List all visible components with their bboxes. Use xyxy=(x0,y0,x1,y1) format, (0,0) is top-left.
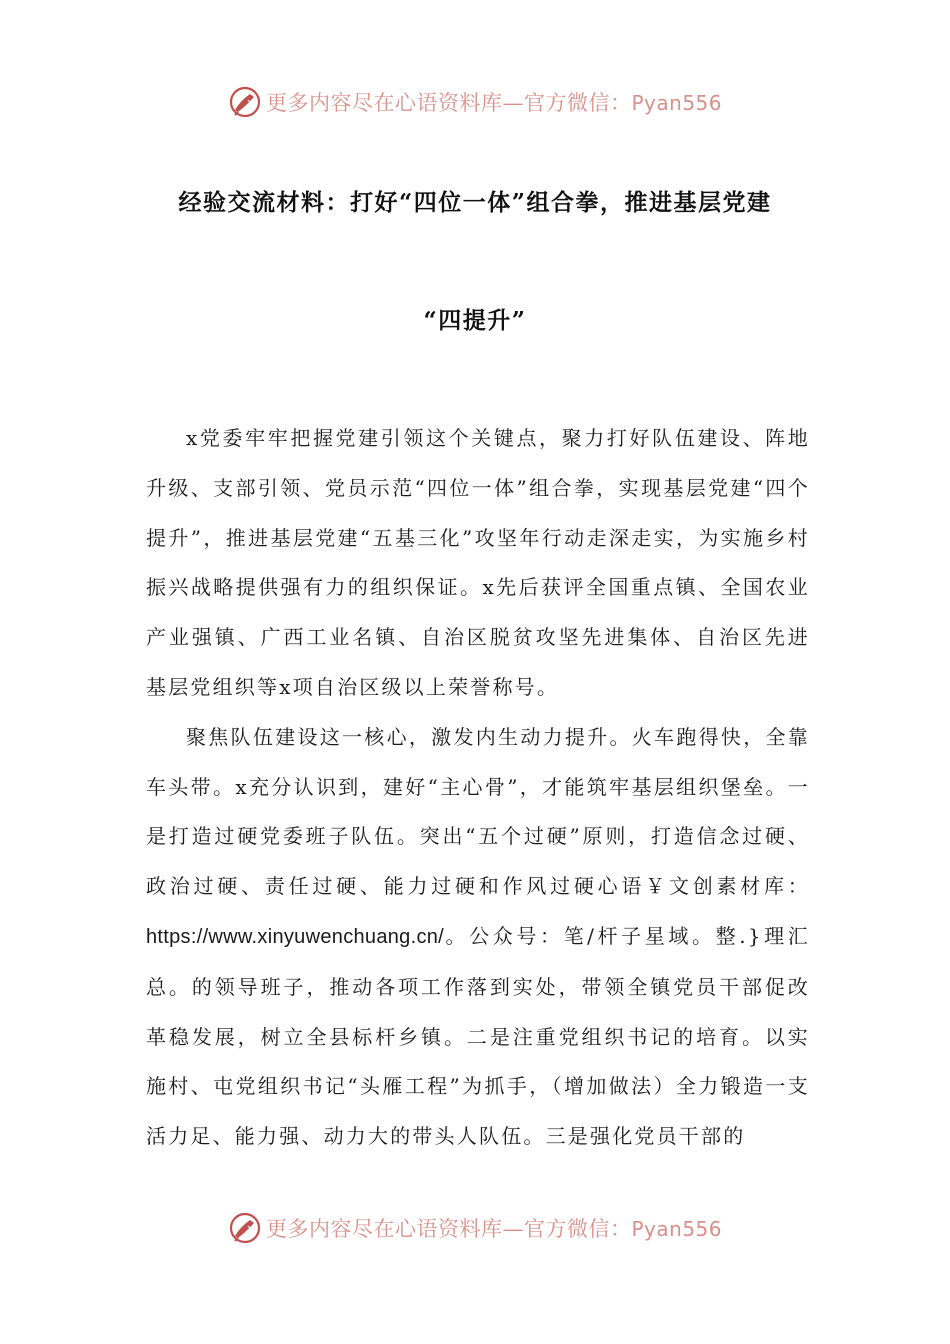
header-banner xyxy=(0,82,950,122)
footer-wechat-id: Pyan556 xyxy=(631,1217,722,1241)
document-title-line-2: “四提升” xyxy=(423,307,527,334)
footer-banner xyxy=(0,1208,950,1248)
pen-logo-icon xyxy=(228,85,262,119)
paragraph-2-part-1: 聚焦队伍建设这一核心，激发内生动力提升。火车跑得快，全靠车头带。x充分认识到，建好“主心骨”，才能筑牢基层组织堡垒。一是打造过硬党委班子队伍。突出“五个过硬”原则，打造信念过硬、政治过硬、责任过硬、能力过硬和作风过硬心语￥文创素材库： xyxy=(146,724,810,899)
paragraph-1: x党委牢牢把握党建引领这个关键点，聚力打好队伍建设、阵地升级、支部引领、党员示范“四位一体”组合拳，实现基层党建“四个提升”，推进基层党建“五基三化”攻坚年行动走深走实，为实施乡村振兴战略提供强有力的组织保证。x先后获评全国重点镇、全国农业产业强镇、广西工业名镇、自治区脱贫攻坚先进集体、自治区先进基层党组织等x项自治区级以上荣誉称号。 xyxy=(146,426,810,699)
paragraph-2 xyxy=(146,713,810,1162)
header-banner-text: 更多内容尽在心语资料库—官方微信：Pyan556 xyxy=(265,91,722,115)
footer-banner-text: 更多内容尽在心语资料库—官方微信：Pyan556 xyxy=(265,1217,722,1241)
pen-logo-icon xyxy=(228,1211,262,1245)
source-url-link[interactable]: https://www.xinyuwenchuang.cn/ xyxy=(146,925,445,948)
paragraph-2-part-2: 。公众号：笔/杆子星域。整.}理汇总。的领导班子，推动各项工作落到实处，带领全镇党员干部促改革稳发展，树立全县标杆乡镇。二是注重党组织书记的培育。以实施村、屯党组织书记“头雁工程”为抓手，（增加做法）全力锻造一支活力足、能力强、动力大的带头人队伍。三是强化党员干部的 xyxy=(146,923,810,1149)
document-title-line-1: 经验交流材料：打好“四位一体”组合拳，推进基层党建 xyxy=(178,189,772,216)
header-wechat-id: Pyan556 xyxy=(631,91,722,115)
document-body xyxy=(146,414,810,1162)
